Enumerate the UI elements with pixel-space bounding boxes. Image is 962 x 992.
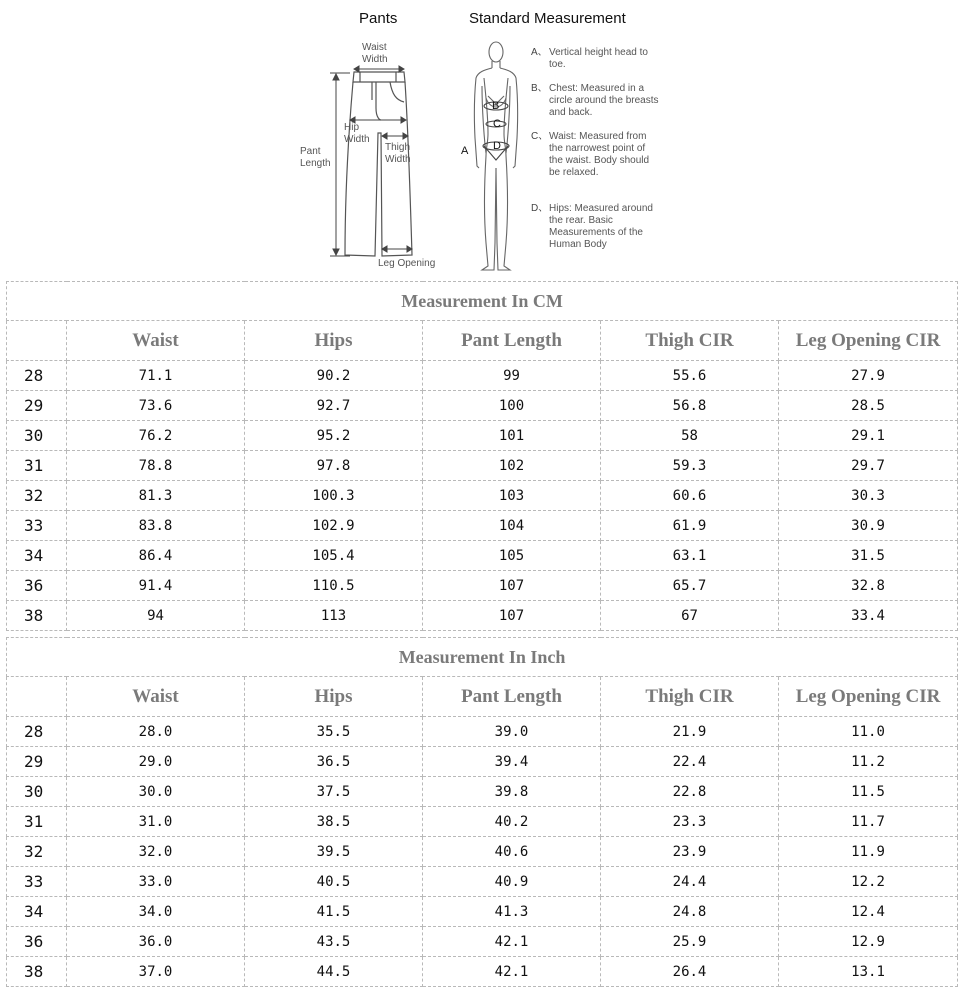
measurement-cell: 78.8 (67, 451, 245, 481)
measurement-cell: 30.9 (779, 511, 958, 541)
table-row (7, 421, 958, 451)
size-table-inch (6, 637, 958, 987)
measurement-cell: 55.6 (601, 361, 779, 391)
measurement-cell: 99 (423, 361, 601, 391)
pant-length-label: Pant Length (300, 146, 331, 169)
table-row (7, 481, 958, 511)
measurement-cell: 38.5 (245, 807, 423, 837)
measurement-cell: 12.9 (779, 927, 958, 957)
measurement-guide-figure (0, 0, 962, 278)
measurement-cell: 28.5 (779, 391, 958, 421)
measurement-cell: 102 (423, 451, 601, 481)
leg-opening-label: Leg Opening (378, 258, 436, 269)
measurement-cell: 43.5 (245, 927, 423, 957)
measurement-cell: 100 (423, 391, 601, 421)
measurement-cell: 31.5 (779, 541, 958, 571)
table-row (7, 601, 958, 631)
pants-title: Pants (359, 10, 398, 27)
measurement-cell: 39.5 (245, 837, 423, 867)
measurement-cell: 105 (423, 541, 601, 571)
measurement-cell: 29.7 (779, 451, 958, 481)
table-body (7, 361, 958, 631)
measurement-cell: 33.4 (779, 601, 958, 631)
measurement-cell: 91.4 (67, 571, 245, 601)
measurement-cell: 101 (423, 421, 601, 451)
measurement-cell: 11.0 (779, 717, 958, 747)
measurement-cell: 60.6 (601, 481, 779, 511)
measurement-cell: 90.2 (245, 361, 423, 391)
size-cell: 32 (7, 837, 67, 867)
body-letter-d: D (493, 140, 501, 152)
measurement-cell: 12.2 (779, 867, 958, 897)
size-cell: 31 (7, 807, 67, 837)
measurement-cell: 42.1 (423, 927, 601, 957)
body-letter-c: C (493, 118, 501, 130)
hip-width-label: Hip Width (344, 122, 370, 145)
measurement-cell: 23.3 (601, 807, 779, 837)
measurement-cell: 94 (67, 601, 245, 631)
measurement-cell: 29.1 (779, 421, 958, 451)
measurement-cell: 105.4 (245, 541, 423, 571)
measurement-cell: 104 (423, 511, 601, 541)
measurement-cell: 37.0 (67, 957, 245, 987)
measurement-cell: 107 (423, 601, 601, 631)
size-cell: 33 (7, 867, 67, 897)
measurement-cell: 36.0 (67, 927, 245, 957)
measurement-cell: 65.7 (601, 571, 779, 601)
measurement-cell: 39.0 (423, 717, 601, 747)
measurement-cell: 61.9 (601, 511, 779, 541)
thigh-width-label: Thigh Width (385, 142, 411, 165)
measurement-cell: 23.9 (601, 837, 779, 867)
measurement-cell: 95.2 (245, 421, 423, 451)
column-header: Leg Opening CIR (779, 677, 958, 717)
column-header: Pant Length (423, 677, 601, 717)
measurement-cell: 42.1 (423, 957, 601, 987)
measurement-cell: 37.5 (245, 777, 423, 807)
size-cell: 38 (7, 601, 67, 631)
measurement-cell: 83.8 (67, 511, 245, 541)
measurement-cell: 34.0 (67, 897, 245, 927)
column-header: Pant Length (423, 321, 601, 361)
measurement-cell: 73.6 (67, 391, 245, 421)
note-b: B、 Chest: Measured in a circle around the breasts and back. (531, 83, 659, 118)
measurement-cell: 32.0 (67, 837, 245, 867)
measurement-cell: 11.5 (779, 777, 958, 807)
measurement-cell: 11.9 (779, 837, 958, 867)
measurement-cell: 67 (601, 601, 779, 631)
table-row (7, 747, 958, 777)
table-row (7, 837, 958, 867)
body-letter-a: A (461, 145, 469, 157)
size-cell: 31 (7, 451, 67, 481)
measurement-cell: 25.9 (601, 927, 779, 957)
size-cell: 36 (7, 571, 67, 601)
measurement-cell: 81.3 (67, 481, 245, 511)
table-row (7, 807, 958, 837)
measurement-cell: 21.9 (601, 717, 779, 747)
table-row (7, 957, 958, 987)
measurement-cell: 40.9 (423, 867, 601, 897)
size-cell: 34 (7, 541, 67, 571)
size-cell: 38 (7, 957, 67, 987)
measurement-cell: 41.3 (423, 897, 601, 927)
measurement-cell: 22.4 (601, 747, 779, 777)
table-body (7, 717, 958, 987)
table-row (7, 541, 958, 571)
table-row (7, 571, 958, 601)
measurement-cell: 30.3 (779, 481, 958, 511)
measurement-cell: 102.9 (245, 511, 423, 541)
measurement-cell: 32.8 (779, 571, 958, 601)
table-row (7, 897, 958, 927)
measurement-cell: 86.4 (67, 541, 245, 571)
column-header: Thigh CIR (601, 677, 779, 717)
size-table-cm (6, 281, 958, 631)
size-cell: 33 (7, 511, 67, 541)
note-d: D、 Hips: Measured around the rear. Basic Measurements of the Human Body (531, 203, 653, 250)
measurement-cell: 35.5 (245, 717, 423, 747)
table-row (7, 391, 958, 421)
column-header-size (7, 321, 67, 361)
measurement-cell: 26.4 (601, 957, 779, 987)
note-c: C、 Waist: Measured from the narrowest point of the waist. Body should be relaxed. (531, 131, 650, 178)
measurement-cell: 39.8 (423, 777, 601, 807)
measurement-cell: 40.6 (423, 837, 601, 867)
table-row (7, 777, 958, 807)
table-title: Measurement In CM (7, 282, 958, 321)
note-a: A、 Vertical height head to toe. (531, 47, 648, 70)
measurement-cell: 71.1 (67, 361, 245, 391)
column-header: Hips (245, 321, 423, 361)
measurement-cell: 103 (423, 481, 601, 511)
size-cell: 30 (7, 777, 67, 807)
size-cell: 29 (7, 747, 67, 777)
size-cell: 28 (7, 361, 67, 391)
standard-measurement-title: Standard Measurement (469, 10, 626, 27)
size-cell: 36 (7, 927, 67, 957)
measurement-cell: 76.2 (67, 421, 245, 451)
body-diagram (462, 38, 532, 274)
measurement-cell: 31.0 (67, 807, 245, 837)
measurement-cell: 11.7 (779, 807, 958, 837)
column-header: Waist (67, 321, 245, 361)
measurement-cell: 97.8 (245, 451, 423, 481)
column-header: Leg Opening CIR (779, 321, 958, 361)
measurement-cell: 36.5 (245, 747, 423, 777)
column-header: Hips (245, 677, 423, 717)
size-cell: 30 (7, 421, 67, 451)
table-header-row (7, 321, 958, 361)
measurement-cell: 39.4 (423, 747, 601, 777)
measurement-cell: 58 (601, 421, 779, 451)
column-header: Thigh CIR (601, 321, 779, 361)
body-letter-b: B (492, 100, 500, 112)
measurement-cell: 29.0 (67, 747, 245, 777)
measurement-cell: 56.8 (601, 391, 779, 421)
measurement-cell: 11.2 (779, 747, 958, 777)
table-row (7, 451, 958, 481)
measurement-cell: 24.8 (601, 897, 779, 927)
measurement-cell: 28.0 (67, 717, 245, 747)
table-row (7, 867, 958, 897)
measurement-cell: 12.4 (779, 897, 958, 927)
size-cell: 29 (7, 391, 67, 421)
column-header-size (7, 677, 67, 717)
measurement-cell: 24.4 (601, 867, 779, 897)
table-row (7, 717, 958, 747)
size-cell: 28 (7, 717, 67, 747)
measurement-cell: 113 (245, 601, 423, 631)
measurement-cell: 33.0 (67, 867, 245, 897)
size-cell: 32 (7, 481, 67, 511)
measurement-cell: 63.1 (601, 541, 779, 571)
table-header-row (7, 677, 958, 717)
table-title: Measurement In Inch (7, 638, 958, 677)
measurement-cell: 110.5 (245, 571, 423, 601)
measurement-cell: 41.5 (245, 897, 423, 927)
table-row (7, 361, 958, 391)
measurement-cell: 40.5 (245, 867, 423, 897)
waist-width-label: Waist Width (362, 42, 388, 65)
measurement-cell: 22.8 (601, 777, 779, 807)
measurement-cell: 107 (423, 571, 601, 601)
measurement-cell: 44.5 (245, 957, 423, 987)
size-cell: 34 (7, 897, 67, 927)
measurement-cell: 40.2 (423, 807, 601, 837)
measurement-cell: 27.9 (779, 361, 958, 391)
measurement-cell: 13.1 (779, 957, 958, 987)
measurement-cell: 92.7 (245, 391, 423, 421)
measurement-cell: 59.3 (601, 451, 779, 481)
table-row (7, 927, 958, 957)
measurement-cell: 100.3 (245, 481, 423, 511)
measurement-cell: 30.0 (67, 777, 245, 807)
table-row (7, 511, 958, 541)
column-header: Waist (67, 677, 245, 717)
